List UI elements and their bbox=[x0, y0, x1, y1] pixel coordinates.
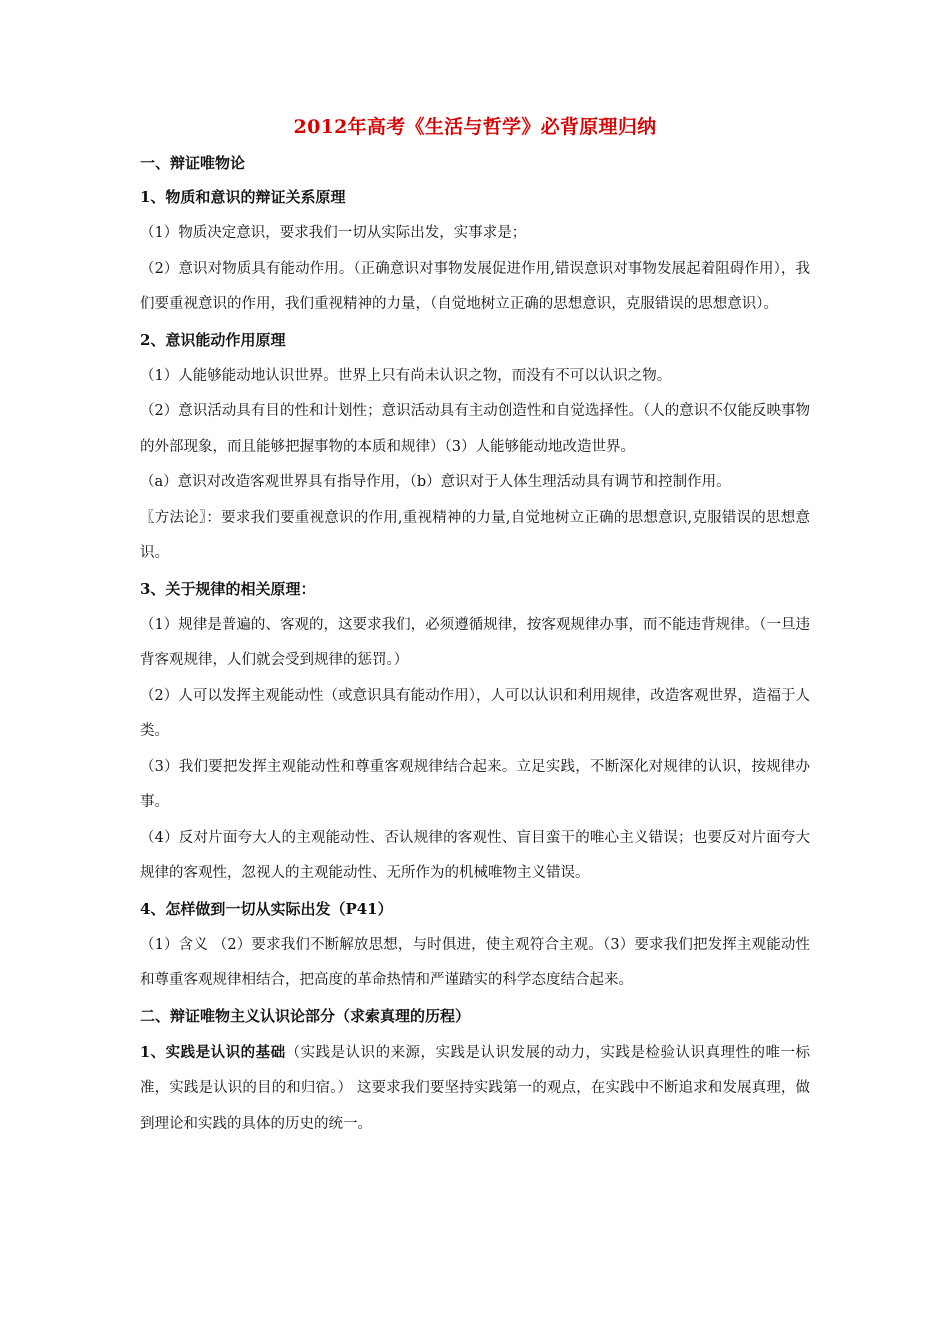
subsection-heading-1-1: 1、物质和意识的辩证关系原理 bbox=[140, 188, 346, 206]
section-heading-1: 一、辩证唯物论 bbox=[140, 154, 246, 172]
paragraph-1-2-2: （2）意识活动具有目的性和计划性；意识活动具有主动创造性和自觉选择性。（人的意识不仅能反映事物的外部现象，而且能够把握事物的本质和规律）（3）人能够能动地改造世界。 bbox=[140, 403, 810, 455]
subsection-heading-1-4: 4、怎样做到一切从实际出发（P41） bbox=[140, 899, 393, 918]
document-title: 2012年高考《生活与哲学》必背原理归纳 bbox=[293, 116, 657, 138]
paragraph-1-3-4: （4）反对片面夸大人的主观能动性、否认规律的客观性、盲目蛮干的唯心主义错误；也要反对片面夸大规律的客观性，忽视人的主观能动性、无所作为的机械唯物主义错误。 bbox=[140, 829, 810, 881]
paragraph-1-4-1: （1）含义 （2）要求我们不断解放思想，与时俱进，使主观符合主观。（3）要求我们把发挥主观能动性和尊重客观规律相结合，把高度的革命热情和严谨踏实的科学态度结合起来。 bbox=[140, 936, 810, 988]
paragraph-1-2-4: 〖方法论〗：要求我们要重视意识的作用,重视精神的力量,自觉地树立正确的思想意识,克服错误的思想意识。 bbox=[140, 509, 810, 561]
paragraph-1-3-2: （2）人可以发挥主观能动性（或意识具有能动作用），人可以认识和利用规律，改造客观世界，造福于人类。 bbox=[140, 687, 810, 739]
paragraph-1-2-3: （a）意识对改造客观世界具有指导作用，（b）意识对于人体生理活动具有调节和控制作用。 bbox=[140, 474, 731, 490]
paragraph-1-2-1: （1）人能够能动地认识世界。世界上只有尚未认识之物，而没有不可以认识之物。 bbox=[140, 367, 672, 384]
document-body bbox=[140, 114, 810, 1142]
subsection-heading-2-1: 1、实践是认识的基础 bbox=[140, 1043, 286, 1061]
subsection-heading-1-2: 2、意识能动作用原理 bbox=[140, 330, 286, 349]
section-heading-2: 二、辩证唯物主义认识论部分（求索真理的历程） bbox=[140, 1006, 471, 1025]
paragraph-2-1-text: （实践是认识的来源，实践是认识发展的动力，实践是检验认识真理性的唯一标准，实践是认识的目的和归宿。） 这要求我们要坚持实践第一的观点，在实践中不断追求和发展真理，做到理论和实践的具体的历史的统一。 bbox=[140, 1044, 811, 1132]
paragraph-1-3-3: （3）我们要把发挥主观能动性和尊重客观规律结合起来。立足实践，不断深化对规律的认识，按规律办事。 bbox=[140, 758, 810, 810]
paragraph-1-3-1: （1）规律是普遍的、客观的，这要求我们，必须遵循规律，按客观规律办事，而不能违背规律。（一旦违背客观规律，人们就会受到规律的惩罚。） bbox=[140, 616, 810, 668]
subsection-heading-1-3: 3、关于规律的相关原理： bbox=[140, 579, 316, 598]
paragraph-2-1 bbox=[140, 1035, 810, 1143]
paragraph-1-1-2: （2）意识对物质具有能动作用。（正确意识对事物发展促进作用,错误意识对事物发展起着阻碍作用），我们要重视意识的作用，我们重视精神的力量，（自觉地树立正确的思想意识，克服错误的思想意识）。 bbox=[140, 260, 810, 312]
paragraph-1-1-1: （1）物质决定意识，要求我们一切从实际出发，实事求是； bbox=[140, 225, 527, 241]
